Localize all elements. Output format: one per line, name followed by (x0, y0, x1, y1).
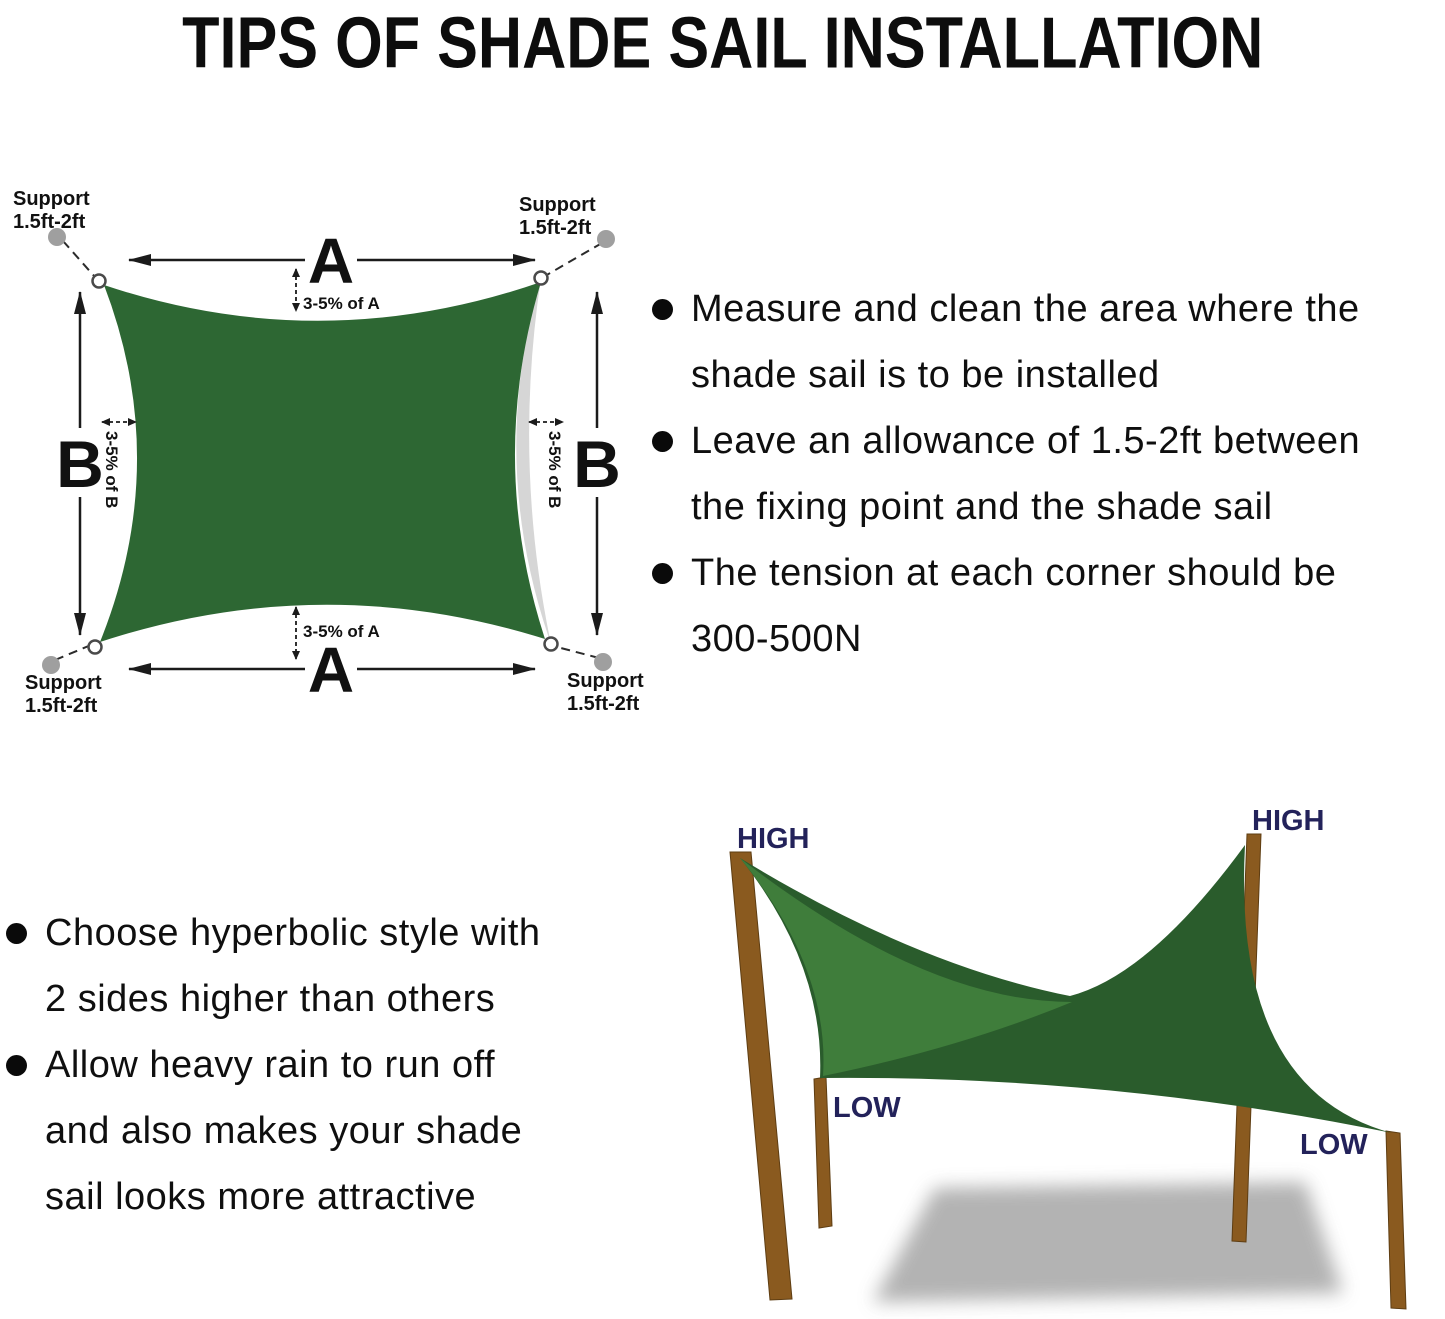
tip-line: 2 sides higher than others (45, 978, 496, 1020)
sag-label-left: 3-5% of B (102, 431, 121, 509)
tip-line: Choose hyperbolic style with (45, 912, 541, 954)
bullet-icon (652, 299, 673, 320)
support-label-bottom-left-1: Support (25, 672, 102, 694)
tip-line: Measure and clean the area where the (691, 288, 1360, 330)
ground-shadow (873, 1182, 1343, 1302)
support-line-top-right (545, 243, 602, 276)
list-item (6, 900, 651, 1032)
dim-label-b-right: B (573, 427, 621, 501)
tip-line: the fixing point and the shade sail (691, 486, 1273, 528)
support-line-bottom-left (55, 645, 91, 660)
hyperbolic-sail-illustration (680, 790, 1445, 1319)
support-dot-top-right (597, 230, 615, 248)
post-front-right (1386, 1131, 1406, 1309)
support-line-bottom-right (557, 647, 599, 658)
grommet-ring-top-left (93, 275, 106, 288)
bullet-icon (6, 1055, 27, 1076)
page-title-text: TIPS OF SHADE SAIL INSTALLATION (181, 3, 1264, 84)
list-item (6, 1032, 651, 1230)
support-label-bottom-right-1: Support (567, 670, 644, 692)
sag-label-right: 3-5% of B (545, 431, 564, 509)
label-low-left: LOW (833, 1092, 901, 1124)
label-high-right: HIGH (1252, 805, 1325, 837)
grommet-ring-top-right (535, 272, 548, 285)
label-high-left: HIGH (737, 823, 810, 855)
installation-diagram (5, 175, 660, 735)
page-title (0, 2, 1445, 84)
list-item (652, 540, 1445, 672)
post-front-left (814, 1077, 832, 1228)
support-label-top-right-1: Support (519, 194, 596, 216)
label-low-right: LOW (1300, 1129, 1368, 1161)
support-dot-bottom-right (594, 653, 612, 671)
support-label-top-right-2: 1.5ft-2ft (519, 217, 592, 239)
sag-label-top: 3-5% of A (303, 294, 380, 313)
tips-left-list (6, 900, 651, 1230)
tip-line: The tension at each corner should be (691, 552, 1337, 594)
bullet-icon (6, 923, 27, 944)
bullet-icon (652, 431, 673, 452)
shade-sail-diagram (100, 282, 545, 642)
bullet-icon (652, 563, 673, 584)
dim-label-b-left: B (56, 427, 104, 501)
support-label-bottom-left-2: 1.5ft-2ft (25, 695, 98, 717)
dim-label-a-top: A (307, 225, 355, 297)
tip-line: Leave an allowance of 1.5-2ft between (691, 420, 1361, 462)
dim-label-a-bottom: A (307, 634, 355, 706)
support-label-top-left-2: 1.5ft-2ft (13, 211, 86, 233)
support-label-bottom-right-2: 1.5ft-2ft (567, 693, 640, 715)
tip-line: 300-500N (691, 618, 862, 660)
tip-line: shade sail is to be installed (691, 354, 1160, 396)
list-item (652, 276, 1445, 408)
grommet-ring-bottom-left (89, 641, 102, 654)
tip-line: and also makes your shade (45, 1110, 523, 1152)
grommet-ring-bottom-right (545, 638, 558, 651)
tips-right-list (652, 276, 1445, 672)
support-label-top-left-1: Support (13, 188, 90, 210)
sag-label-bottom: 3-5% of A (303, 622, 380, 641)
tip-line: Allow heavy rain to run off (45, 1044, 496, 1086)
list-item (652, 408, 1445, 540)
support-line-top-left (63, 241, 95, 277)
tip-line: sail looks more attractive (45, 1176, 477, 1218)
